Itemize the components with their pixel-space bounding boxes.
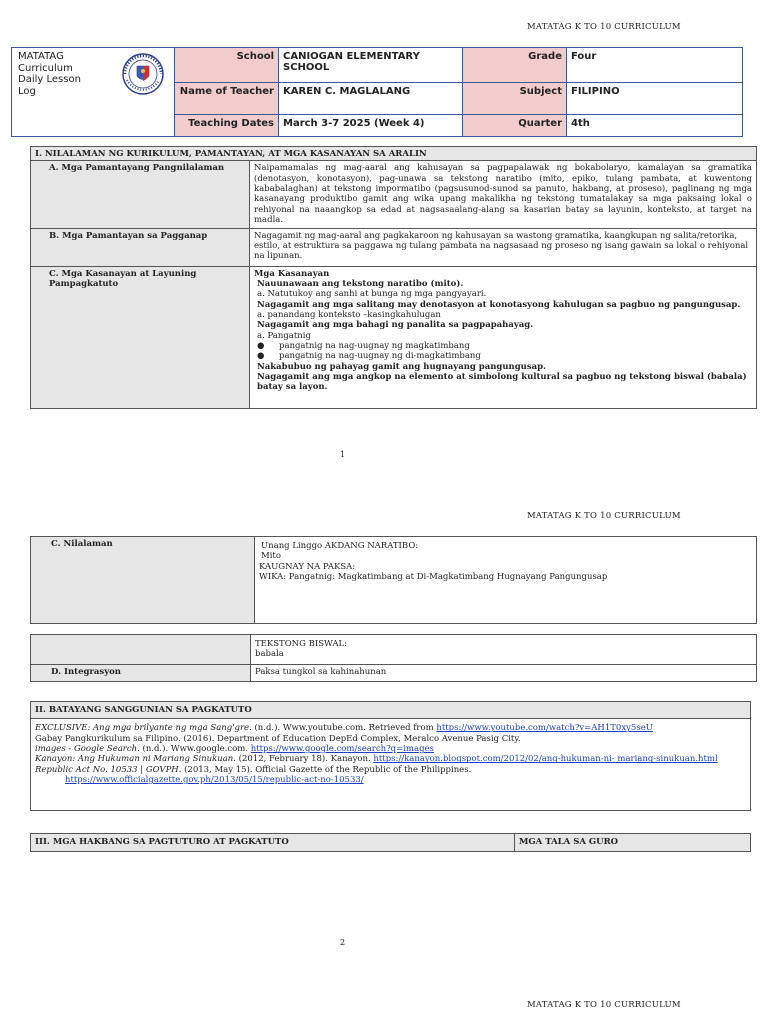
- deped-seal-logo: [116, 52, 170, 96]
- kasanayan-bullet-item: [254, 351, 752, 361]
- section-2-table: [30, 701, 751, 811]
- kasanayan-line: a. panandang konteksto –kasingkahulugan: [257, 309, 441, 320]
- kasanayan-line: a. Pangatnig: [257, 330, 311, 341]
- dates-label: Teaching Dates: [175, 115, 279, 137]
- nilalaman-label: C. Nilalaman: [31, 537, 255, 624]
- bullet-icon: ●: [257, 351, 265, 362]
- reference-link[interactable]: https://www.officialgazette.gov.ph/2013/05/15/republic-act-no-10533/: [65, 775, 364, 786]
- school-value: CANIOGAN ELEMENTARY SCHOOL: [279, 48, 463, 83]
- reference-item: [35, 765, 746, 786]
- page-number: 2: [340, 938, 346, 947]
- kasanayan-line: Nauunawaan ang tekstong naratibo (mito).: [257, 278, 464, 289]
- nilalaman-line: KAUGNAY NA PAKSA:: [259, 561, 356, 572]
- integrasyon-visual-cell: [251, 635, 757, 665]
- nilalaman-table: [30, 536, 757, 624]
- page-number: 1: [340, 450, 346, 459]
- running-header: MATATAG K TO 10 CURRICULUM: [527, 511, 681, 521]
- reference-item: [35, 723, 746, 733]
- quarter-value: 4th: [567, 115, 743, 137]
- reference-link[interactable]: https://kanayon.blogspot.com/2012/02/ang-hukuman-ni- mariang-sinukuan.html: [373, 754, 718, 765]
- kasanayan-line: Nagagamit ang mga angkop na elemento at simbolong kultural sa pagbuo ng tekstong biswal (babala) batay sa layon.: [257, 372, 747, 393]
- kasanayan-label-text: C. Mga Kasanayan at Layuning Pampagkatuto: [49, 268, 197, 289]
- doc-label: MATATAG Curriculum Daily Lesson Log: [18, 51, 81, 97]
- reference-text: (n.d.). Www.youtube.com. Retrieved from: [251, 723, 437, 734]
- reference-text: (n.d.). Www.google.com.: [139, 744, 251, 755]
- section-3-table: [30, 833, 751, 852]
- reference-link[interactable]: https://www.youtube.com/watch?v=AH1T0xy5seU: [436, 723, 653, 734]
- nilalaman-content: [255, 537, 757, 624]
- integrasyon-blank-cell: [31, 635, 251, 665]
- nilalaman-line: Unang Linggo AKDANG NARATIBO:: [261, 541, 419, 551]
- nilalaman-line: Mito: [261, 551, 281, 562]
- kasanayan-line: Nagagamit ang mga bahagi ng panalita sa pagpapahayag.: [257, 320, 534, 331]
- running-header: MATATAG K TO 10 CURRICULUM: [527, 22, 681, 32]
- references-cell: [31, 719, 751, 811]
- integrasyon-label: D. Integrasyon: [31, 665, 251, 682]
- reference-link[interactable]: https://www.google.com/search?q=images: [250, 744, 434, 755]
- subject-value: FILIPINO: [567, 83, 743, 115]
- nilalaman-line: WIKA: Pangatnig: Magkatimbang at Di-Magkatimbang Hugnayang Pangungusap: [259, 572, 608, 583]
- reference-title: EXCLUSIVE: Ang mga brilyante ng mga Sang'gre.: [35, 723, 252, 734]
- pamantayan-pagganap-label: B. Mga Pamantayan sa Pagganap: [31, 228, 250, 266]
- subject-label: Subject: [463, 83, 567, 115]
- pamantayang-pangnilalaman-label: A. Mga Pamantayang Pangnilalaman: [31, 161, 250, 228]
- kasanayan-bullet-item: [254, 341, 752, 351]
- running-header: MATATAG K TO 10 CURRICULUM: [527, 1000, 681, 1010]
- kasanayan-content: [250, 266, 757, 408]
- section-1-table: [30, 146, 757, 409]
- integrasyon-value: Paksa tungkol sa kahinahunan: [251, 665, 757, 682]
- section-3-notes-header: MGA TALA SA GURO: [515, 834, 751, 852]
- reference-text: (2013, May 15). Official Gazette of the Republic of the Philippines.: [181, 764, 472, 775]
- kasanayan-line: a. Natutukoy ang sanhi at bunga ng mga pangyayari.: [257, 289, 487, 300]
- grade-label: Grade: [463, 48, 567, 83]
- kasanayan-line: Nakabubuo ng pahayag gamit ang hugnayang pangungusap.: [257, 361, 547, 372]
- teacher-value: KAREN C. MAGLALANG: [279, 83, 463, 115]
- integrasyon-table: [30, 634, 757, 682]
- section-2-title: II. BATAYANG SANGGUNIAN SA PAGKATUTO: [31, 702, 751, 719]
- teacher-label: Name of Teacher: [175, 83, 279, 115]
- bullet-icon: ●: [257, 341, 265, 352]
- section-3-title: III. MGA HAKBANG SA PAGTUTURO AT PAGKATUTO: [31, 834, 515, 852]
- bullet-text: pangatnig na nag-uugnay ng magkatimbang: [279, 341, 470, 352]
- grade-value: Four: [567, 48, 743, 83]
- integrasyon-line: babala: [255, 649, 284, 660]
- reference-title: Republic Act No. 10533 | GOVPH.: [35, 764, 182, 775]
- reference-title: images - Google Search.: [35, 744, 140, 755]
- dates-value: March 3-7 2025 (Week 4): [279, 115, 463, 137]
- pamantayan-pagganap-text: Nagagamit ng mag-aaral ang pagkakaroon ng kahusayan sa wastong gramatika, kaangkupan ng salita/retorika, estilo, at estruktura sa paggawa ng tulang pambata na nagsasaad ng proseso ng isang gawain sa lokal o rehiyonal na lipunan.: [250, 228, 757, 266]
- pamantayang-pangnilalaman-text: Naipamamalas ng mag-aaral ang kahusayan sa pagpapalawak ng bokabolaryo, kamalayan sa gramatika (denotasyon, konotasyon), pag-unawa sa tekstong naratibo (mito, epiko, tulang pambata, at kuwentong kababalaghan) at tekstong impormatibo (pagsusunod-sunod sa panuto, hakbang, at proseso), paglinang ng mga kasanayang produktibo gamit ang wika upang makalikha ng tekstong tumatalakay sa mga paksaing lokal o rehiyonal na naaangkop sa edad at nagsasaalang-alang sa kasarian batay sa layunin, konteksto, at target na madla.: [250, 161, 757, 228]
- reference-item: [35, 744, 746, 754]
- reference-item: Gabay Pangkurikulum sa Filipino. (2016). Department of Education DepEd Complex, Meralco Avenue Pasig City.: [35, 733, 521, 744]
- bullet-text: pangatnig na nag-uugnay ng di-magkatimbang: [279, 351, 481, 362]
- kasanayan-heading: Mga Kasanayan: [254, 268, 330, 279]
- reference-text: (2012, February 18). Kanayon.: [235, 754, 374, 765]
- school-label: School: [175, 48, 279, 83]
- kasanayan-line: Nagagamit ang mga salitang may denotasyon at konotasyong kahulugan sa pagbuo ng pangungusap.: [257, 299, 741, 310]
- integrasyon-line: TEKSTONG BISWAL:: [255, 639, 348, 649]
- kasanayan-label: [31, 266, 250, 408]
- reference-item: [35, 754, 746, 764]
- section-1-title: I. NILALAMAN NG KURIKULUM, PAMANTAYAN, AT MGA KASANAYAN SA ARALIN: [31, 147, 757, 161]
- reference-title: Kanayon: Ang Hukuman ni Mariang Sinukuan.: [35, 754, 236, 765]
- quarter-label: Quarter: [463, 115, 567, 137]
